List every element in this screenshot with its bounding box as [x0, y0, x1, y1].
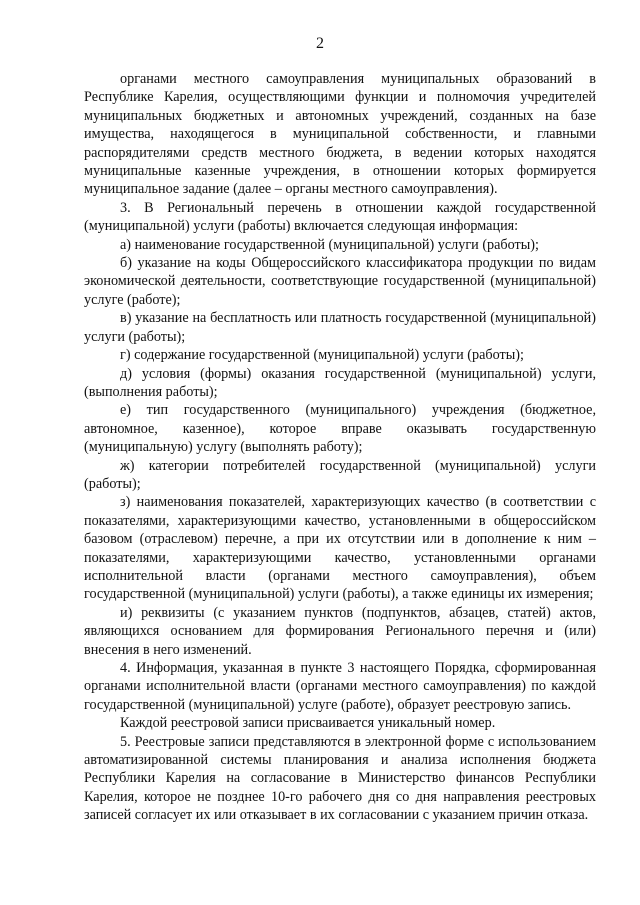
document-body [84, 70, 596, 825]
paragraph-subitem-i: и) реквизиты (с указанием пунктов (подпунктов, абзацев, статей) актов, являющихся основанием для формирования Регионального перечня и (или) внесения в него изменений. [84, 604, 596, 658]
paragraph-subitem-zh: ж) категории потребителей государственной (муниципальной) услуги (работы); [84, 457, 596, 492]
paragraph-continuation: органами местного самоуправления муниципальных образований в Республике Карелия, осуществляющими функции и полномочия учредителей муниципальных бюджетных и автономных учреждений, созданных на базе имущества, находящегося в муниципальной собственности, и главными распорядителями средств местного бюджета, в ведении которых находятся муниципальные казенные учреждения, в отношении которых формируется муниципальное задание (далее – органы местного самоуправления). [84, 71, 596, 198]
page-number: 2 [316, 35, 324, 52]
paragraph-subitem-g: г) содержание государственной (муниципальной) услуги (работы); [120, 347, 524, 364]
paragraph-subitem-b: б) указание на коды Общероссийского классификатора продукции по видам экономической деятельности, соответствующие государственной (муниципальной) услуге (работе); [84, 255, 596, 308]
paragraph-item-3: 3. В Региональный перечень в отношении каждой государственной (муниципальной) услуги (работы) включается следующая информация: [84, 199, 596, 235]
paragraph-item-4: 4. Информация, указанная в пункте 3 настоящего Порядка, сформированная органами исполнительной власти (органами местного самоуправления) по каждой государственной (муниципальной) услуге (работе), образует реестровую запись. [84, 660, 596, 713]
paragraph-item-5: 5. Реестровые записи представляются в электронной форме с использованием автоматизированной системы планирования и анализа исполнения бюджета Республики Карелия на согласование в Министерство финансов Республики Карелия, которое не позднее 10-го рабочего дня со дня направления реестровых записей согласует их или отказывает в их согласовании с указанием причин отказа. [84, 733, 596, 824]
paragraph-subitem-v: в) указание на бесплатность или платность государственной (муниципальной) услуги (работы); [84, 310, 596, 345]
paragraph-subitem-e: е) тип государственного (муниципального) учреждения (бюджетное, автономное, казенное), которое вправе оказывать государственную (муниципальную) услугу (выполнять работу); [84, 402, 596, 456]
paragraph-subitem-d: д) условия (формы) оказания государственной (муниципальной) услуги, (выполнения работы); [84, 365, 596, 400]
paragraph-subitem-a: а) наименование государственной (муниципальной) услуги (работы); [120, 236, 539, 253]
paragraph-subitem-z: з) наименования показателей, характеризующих качество (в соответствии с показателями, характеризующими качество, установленными в общероссийском базовом (отраслевом) перечне, а при их отсутствии или в дополнение к ним – показателями, характеризующими качество, установленными органами исполнительной власти (органами местного самоуправления), объем государственной (муниципальной) услуги (работы), а также единицы их измерения; [84, 494, 596, 603]
paragraph-unique-number: Каждой реестровой записи присваивается уникальный номер. [120, 715, 496, 732]
